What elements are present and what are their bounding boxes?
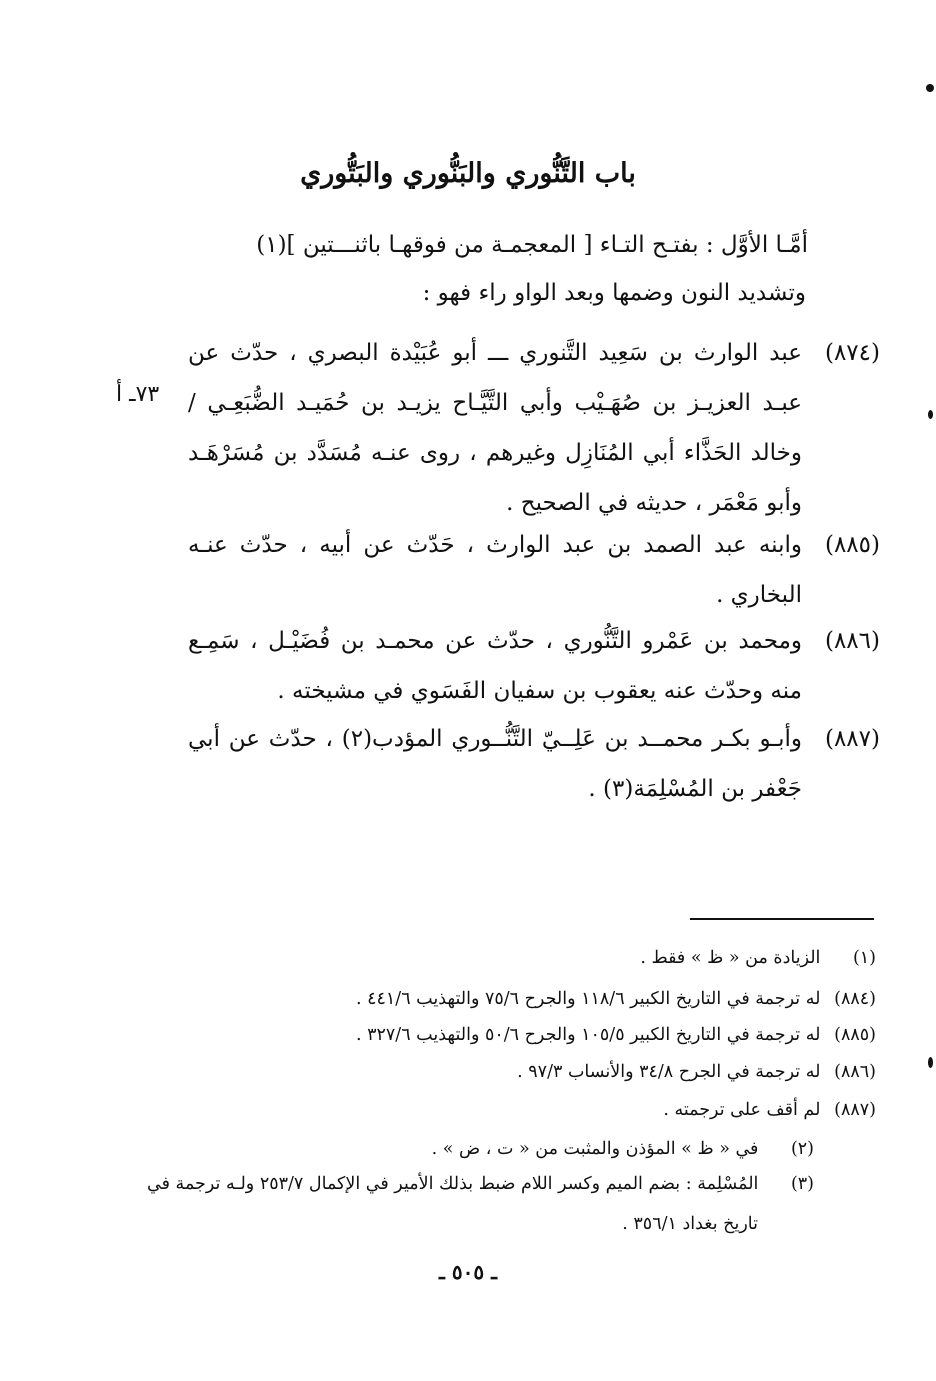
footnote (116, 1054, 876, 1091)
footnote-text: له ترجمة في التاريخ الكبير ١٠٥/٥ والجرح ٥٠/٦ والتهذيب ٣٢٧/٦ . (355, 1025, 821, 1045)
entry-874 (188, 328, 878, 528)
scan-mark (926, 84, 934, 92)
scan-mark (928, 410, 933, 419)
footnote-number: (٨٨٧) (834, 1100, 876, 1120)
entry-886 (188, 616, 878, 716)
footnote-number: (٨٨٥) (834, 1025, 876, 1045)
entry-number: (٨٨٥) (824, 532, 880, 558)
entry-text: وابنه عبد الصمد بن عبد الوارث ، حَدّث عن أبيه ، حدّث عنـه البخاري . (188, 532, 802, 608)
entry-text: عبد الوارث بن سَعِيد التَّنوري ـــ أبو عُبَيْدة البصري ، حدّث عن عبـد العزيـز بن صُهَـيْب وأبي التَّيَّـاح يزيـد بن حُمَيـد الضُّبَعِـي / وخالد الحَذَّاء أبي المُنَازِل وغيرهم ، روى عنـه مُسَدَّد بن مُسَرْهَـد وأبو مَعْمَر ، حديثه في الصحيح . (188, 340, 802, 516)
footnote (54, 1131, 814, 1168)
intro-line: أمَّـا الأوَّل : بفتـح التـاء [ المعجمـة من فوقهـا باثنـــتين ](١) (256, 232, 808, 258)
entry-885 (188, 520, 878, 620)
footnote (116, 1092, 876, 1129)
footnote-continuation: تاريخ بغداد ٣٥٦/١ . (622, 1214, 758, 1234)
entry-number: (٨٨٧) (824, 726, 880, 752)
footnote (116, 981, 876, 1018)
footnote-text: المُسْلِمة : بضم الميم وكسر اللام ضبط بذلك الأمير في الإكمال ٢٥٣/٧ ولـه ترجمة في (147, 1174, 759, 1194)
footnote-separator (690, 918, 874, 920)
footnote-text: في « ظ » المؤذن والمثبت من « ت ، ض » . (431, 1139, 759, 1159)
chapter-title: باب التَّنُّوري والبَنُّوري والبَتُّوري (300, 158, 636, 189)
scan-mark (928, 1057, 933, 1068)
footnote-number: (٣) (790, 1174, 814, 1194)
entry-text: وأبـو بكـر محمــد بن عَلِــيّ التَّنُّــوري المؤدب(٢) ، حدّث عن أبي جَعْفر بن المُسْلِمَة(٣) . (188, 726, 802, 802)
intro-line: وتشديد النون وضمها وبعد الواو راء فهو : (422, 280, 806, 306)
footnote-number: (٢) (790, 1139, 814, 1159)
footnote-number: (٨٨٤) (834, 989, 876, 1009)
footnote-text: له ترجمة في الجرح ٣٤/٨ والأنساب ٩٧/٣ . (517, 1062, 821, 1082)
footnote-text: له ترجمة في التاريخ الكبير ١١٨/٦ والجرح ٧٥/٦ والتهذيب ٤٤١/٦ . (355, 989, 821, 1009)
entry-number: (٨٨٦) (824, 628, 880, 654)
entry-text: ومحمد بن عَمْرو التَّنُّوري ، حدّث عن محمـد بن فُضَيْـل ، سَمِـع منه وحدّث عنه يعقوب بن سفيان الفَسَوي في مشيخته . (188, 628, 802, 704)
footnote-text: لم أقف على ترجمته . (663, 1100, 821, 1120)
footnote-number: (١) (852, 948, 876, 968)
footnote (116, 940, 876, 977)
entry-887 (188, 714, 878, 814)
footnote (116, 1017, 876, 1054)
footnote-number: (٨٨٦) (834, 1062, 876, 1082)
footnote (54, 1166, 814, 1203)
margin-note: ٧٣ـ أ (116, 382, 160, 407)
entry-number: (٨٧٤) (824, 340, 880, 366)
page-number: ـ ٥٠٥ ـ (439, 1260, 497, 1284)
footnote-text: الزيادة من « ظ » فقط . (640, 948, 821, 968)
